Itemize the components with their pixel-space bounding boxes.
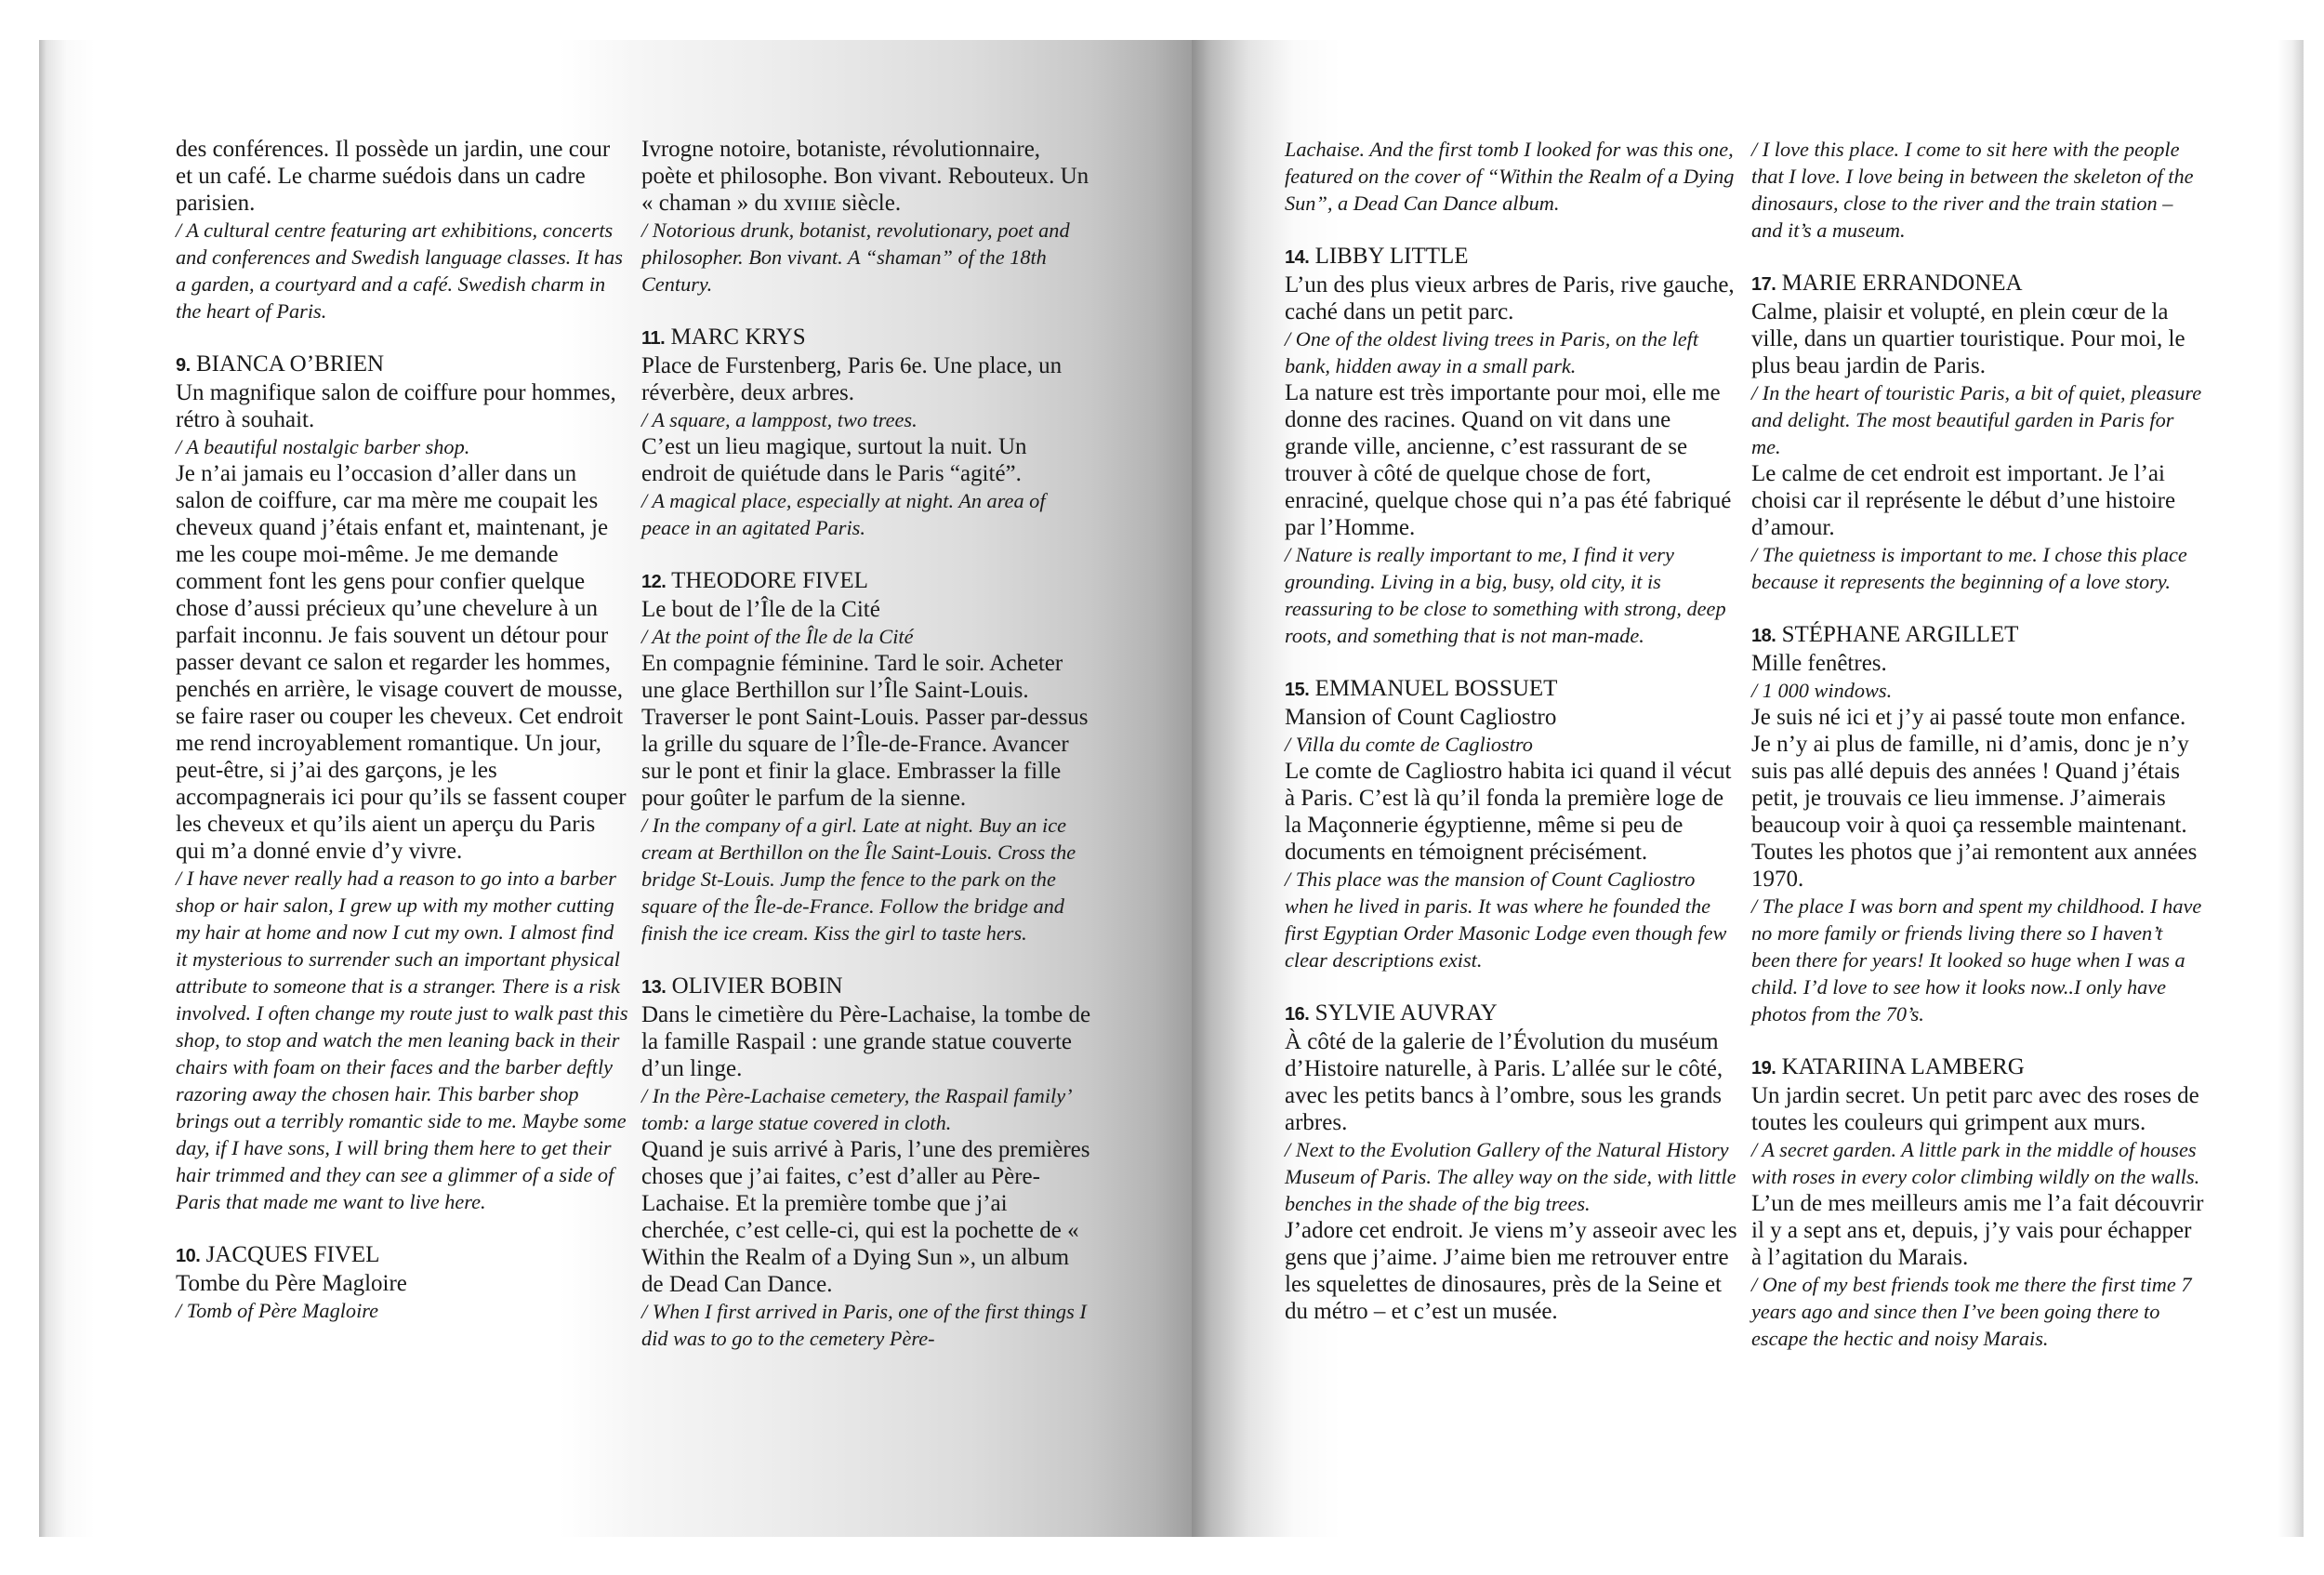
entry-name: SYLVIE AUVRAY — [1314, 1000, 1498, 1026]
entry-heading — [176, 1241, 629, 1270]
french-paragraph: L’un de mes meilleurs amis me l’a fait découvrir il y a sept ans et, depuis, j’y vais pour échapper à l’agitation du Marais. — [1751, 1191, 2204, 1270]
english-translation: / In the company of a girl. Late at night. Buy an ice cream at Berthillon on the Île Saint-Louis. Cross the bridge St-Louis. Jump the fence to the park on the square of the Île-de-France. Follow the bridge and finish the ice cream. Kiss the girl to taste hers. — [641, 814, 1076, 945]
text-column-3 — [1285, 136, 1738, 1325]
entry-name: OLIVIER BOBIN — [671, 973, 843, 999]
entry-number: 17. — [1751, 274, 1776, 295]
english-translation: / The quietness is important to me. I chose this place because it represents the beginning of a love story. — [1751, 543, 2187, 593]
french-paragraph: Je suis né ici et j’y ai passé toute mon enfance. Je n’y ai plus de famille, ni d’amis, donc je n’y suis pas allé depuis des années ! Quand j’étais petit, je trouvais ce lieu immense. J’aimerais beaucoup voir à quoi ça ressemble maintenant. Toutes les photos que j’ai remontent aux années 1970. — [1751, 705, 2198, 892]
english-translation: / In the Père-Lachaise cemetery, the Raspail family’ tomb: a large statue covered in cloth. — [641, 1084, 1071, 1134]
english-translation: / 1 000 windows. — [1751, 679, 1893, 702]
english-translation: / At the point of the Île de la Cité — [641, 625, 914, 648]
french-paragraph: J’adore cet endroit. Je viens m’y asseoir avec les gens que j’aime. J’aime bien me retrouver entre les squelettes de dinosaures, près de la Seine et du métro – et c’est un musée. — [1285, 1218, 1737, 1324]
entry-name: BIANCA O’BRIEN — [195, 351, 385, 377]
entry-name: STÉPHANE ARGILLET — [1781, 622, 2019, 647]
entry-number: 11. — [641, 328, 666, 349]
entry-number: 14. — [1285, 247, 1310, 268]
english-translation: / One of the oldest living trees in Paris, on the left bank, hidden away in a small park. — [1285, 327, 1699, 377]
english-translation: / A beautiful nostalgic barber shop. — [176, 435, 470, 458]
french-paragraph: Dans le cimetière du Père-Lachaise, la tombe de la famille Raspail : une grande statue couverte d’un linge. — [641, 1002, 1091, 1081]
english-translation: / Notorious drunk, botanist, revolutionary, poet and philosopher. Bon vivant. A “shaman” of the 18th Century. — [641, 218, 1070, 296]
french-paragraph: Le bout de l’Île de la Cité — [641, 597, 880, 622]
french-paragraph: À côté de la galerie de l’Évolution du muséum d’Histoire naturelle, à Paris. L’allée sur le côté, avec les petits bancs à l’ombre, sous les grands arbres. — [1285, 1029, 1723, 1135]
english-translation: / Nature is really important to me, I find it very grounding. Living in a big, busy, old city, it is reassuring to be close to something with strong, deep roots, and something that is not man-made. — [1285, 543, 1726, 647]
entry-number: 10. — [176, 1246, 201, 1266]
french-paragraph: L’un des plus vieux arbres de Paris, rive gauche, caché dans un petit parc. — [1285, 272, 1735, 324]
entry-number: 16. — [1285, 1004, 1310, 1025]
english-translation: / Next to the Evolution Gallery of the Natural History Museum of Paris. The alley way on the side, with little benches in the shade of the big trees. — [1285, 1138, 1736, 1215]
entry-name: LIBBY LITTLE — [1314, 244, 1469, 269]
text-column-1 — [176, 136, 629, 1324]
french-paragraph: En compagnie féminine. Tard le soir. Acheter une glace Berthillon sur l’Île Saint-Louis. Traverser le pont Saint-Louis. Passer par-dessus la grille du square de l’Île-de-France. Avancer sur le pont et finir la glace. Embrasser la fille pour goûter le parfum de la sienne. — [641, 651, 1089, 811]
entry-number: 13. — [641, 977, 667, 998]
entry-heading — [1285, 999, 1738, 1028]
entry-name: THEODORE FIVEL — [671, 568, 868, 593]
entry-heading — [176, 351, 629, 379]
entry-name: MARIE ERRANDONEA — [1781, 271, 2023, 296]
entry-heading — [641, 324, 1095, 352]
english-translation: / One of my best friends took me there the first time 7 years ago and since then I’ve been going there to escape the hectic and noisy Marais. — [1751, 1273, 2192, 1350]
english-translation: / A square, a lamppost, two trees. — [641, 408, 918, 431]
english-translation: / I love this place. I come to sit here with the people that I love. I love being in between the skeleton of the dinosaurs, close to the river and the train station – and it’s a museum. — [1751, 138, 2194, 242]
entry-heading — [641, 973, 1095, 1001]
entry-number: 15. — [1285, 680, 1310, 700]
entry-heading — [641, 567, 1095, 596]
french-paragraph: Ivrogne notoire, botaniste, révolutionnaire, poète et philosophe. Bon vivant. Rebouteux. Un « chaman » du xvɪɪɪᴇ siècle. — [641, 137, 1089, 216]
french-paragraph: Calme, plaisir et volupté, en plein cœur de la ville, dans un quartier touristique. Pour moi, le plus beau jardin de Paris. — [1751, 299, 2185, 378]
text-column-2 — [641, 136, 1095, 1352]
french-paragraph: Un jardin secret. Un petit parc avec des roses de toutes les couleurs qui grimpent aux murs. — [1751, 1083, 2199, 1135]
english-translation: / A magical place, especially at night. An area of peace in an agitated Paris. — [641, 489, 1046, 539]
entry-name: EMMANUEL BOSSUET — [1314, 676, 1558, 701]
entry-number: 18. — [1751, 626, 1776, 646]
entry-name: JACQUES FIVEL — [205, 1242, 380, 1267]
entry-heading — [1285, 675, 1738, 704]
english-translation: / A secret garden. A little park in the middle of houses with roses in every color climbing wildly on the walls. — [1751, 1138, 2200, 1188]
english-translation: Lachaise. And the first tomb I looked for was this one, featured on the cover of “Within the Realm of a Dying Sun”, a Dead Can Dance album. — [1285, 138, 1735, 215]
english-translation: / This place was the mansion of Count Cagliostro when he lived in paris. It was where he founded the first Egyptian Order Masonic Lodge even though few clear descriptions exist. — [1285, 867, 1727, 972]
entry-heading — [1751, 1053, 2205, 1082]
french-paragraph: C’est un lieu magique, surtout la nuit. Un endroit de quiétude dans le Paris “agité”. — [641, 434, 1027, 486]
english-translation: / When I first arrived in Paris, one of the first things I did was to go to the cemetery Père- — [641, 1300, 1087, 1350]
entry-name: KATARIINA LAMBERG — [1781, 1054, 2025, 1079]
french-paragraph: Le calme de cet endroit est important. Je l’ai choisi car il représente le début d’une histoire d’amour. — [1751, 461, 2176, 540]
french-paragraph: des conférences. Il possède un jardin, une cour et un café. Le charme suédois dans un cadre parisien. — [176, 137, 611, 216]
english-translation: / I have never really had a reason to go into a barber shop or hair salon, I grew up with my mother cutting my hair at home and now I cut my own. I almost find it mysterious to surrender such an important physical attribute to someone that is a stranger. There is a risk involved. I often change my route just to walk past this shop, to stop and watch the men leaning back in their chairs with foam on their faces and the barber deftly razoring away the chosen hair. This barber shop brings out a terribly romantic side to me. Maybe some day, if I have sons, I will bring them here to get their hair trimmed and they can see a glimmer of a side of Paris that made me want to live here. — [176, 867, 628, 1213]
text-column-4 — [1751, 136, 2205, 1352]
french-paragraph: Je n’ai jamais eu l’occasion d’aller dans un salon de coiffure, car ma mère me coupait les cheveux quand j’étais enfant et, maintenant, je me les coupe moi-même. Je me demande comment font les gens pour confier quelque chose d’aussi précieux qu’une chevelure à un parfait inconnu. Je fais souvent un détour pour passer devant ce salon et regarder les hommes, penchés en arrière, le visage couvert de mousse, se faire raser ou couper les cheveux. Cet endroit me rend incroyablement romantique. Un jour, peut-être, si j’ai des garçons, je les accompagnerais ici pour qu’ils se fassent couper les cheveux et qu’ils aient un aperçu du Paris qui m’a donné envie d’y vivre. — [176, 461, 627, 864]
english-translation: / The place I was born and spent my childhood. I have no more family or friends living there so I haven’t been there for years! It looked so huge when I was a child. I’d love to see how it looks now..I only have photos from the 70’s. — [1751, 894, 2202, 1026]
entry-heading — [1751, 621, 2205, 650]
french-paragraph: Mansion of Count Cagliostro — [1285, 705, 1557, 730]
right-page — [1192, 40, 2304, 1537]
english-translation: / In the heart of touristic Paris, a bit of quiet, pleasure and delight. The most beautiful garden in Paris for me. — [1751, 381, 2202, 458]
french-paragraph: Mille fenêtres. — [1751, 651, 1887, 676]
french-paragraph: Tombe du Père Magloire — [176, 1271, 407, 1296]
entry-number: 9. — [176, 355, 191, 376]
french-paragraph: Quand je suis arrivé à Paris, l’une des premières choses que j’ai faites, c’est d’aller au Père-Lachaise. Et la première tombe que j’ai cherchée, c’est celle-ci, qui est la pochette de « Within the Realm of a Dying Sun », un album de Dead Can Dance. — [641, 1137, 1090, 1297]
entry-heading — [1751, 270, 2205, 298]
english-translation: / Tomb of Père Magloire — [176, 1299, 379, 1322]
english-translation: / Villa du comte de Cagliostro — [1285, 733, 1533, 756]
entry-name: MARC KRYS — [670, 324, 806, 350]
english-translation: / A cultural centre featuring art exhibitions, concerts and conferences and Swedish language classes. It has a garden, a courtyard and a café. Swedish charm in the heart of Paris. — [176, 218, 623, 323]
french-paragraph: Le comte de Cagliostro habita ici quand il vécut à Paris. C’est là qu’il fonda la première loge de la Maçonnerie égyptienne, même si peu de documents en témoignent précisément. — [1285, 759, 1732, 865]
left-page — [39, 40, 1192, 1537]
french-paragraph: Place de Furstenberg, Paris 6e. Une place, un réverbère, deux arbres. — [641, 353, 1063, 405]
entry-number: 12. — [641, 572, 667, 592]
entry-number: 19. — [1751, 1058, 1776, 1079]
french-paragraph: Un magnifique salon de coiffure pour hommes, rétro à souhait. — [176, 380, 616, 432]
french-paragraph: La nature est très importante pour moi, elle me donne des racines. Quand on vit dans une grande ville, ancienne, c’est rassurant de se trouver à côté de quelque chose de fort, enraciné, quelque chose qui n’a pas été fabriqué par l’Homme. — [1285, 380, 1732, 540]
entry-heading — [1285, 243, 1738, 271]
